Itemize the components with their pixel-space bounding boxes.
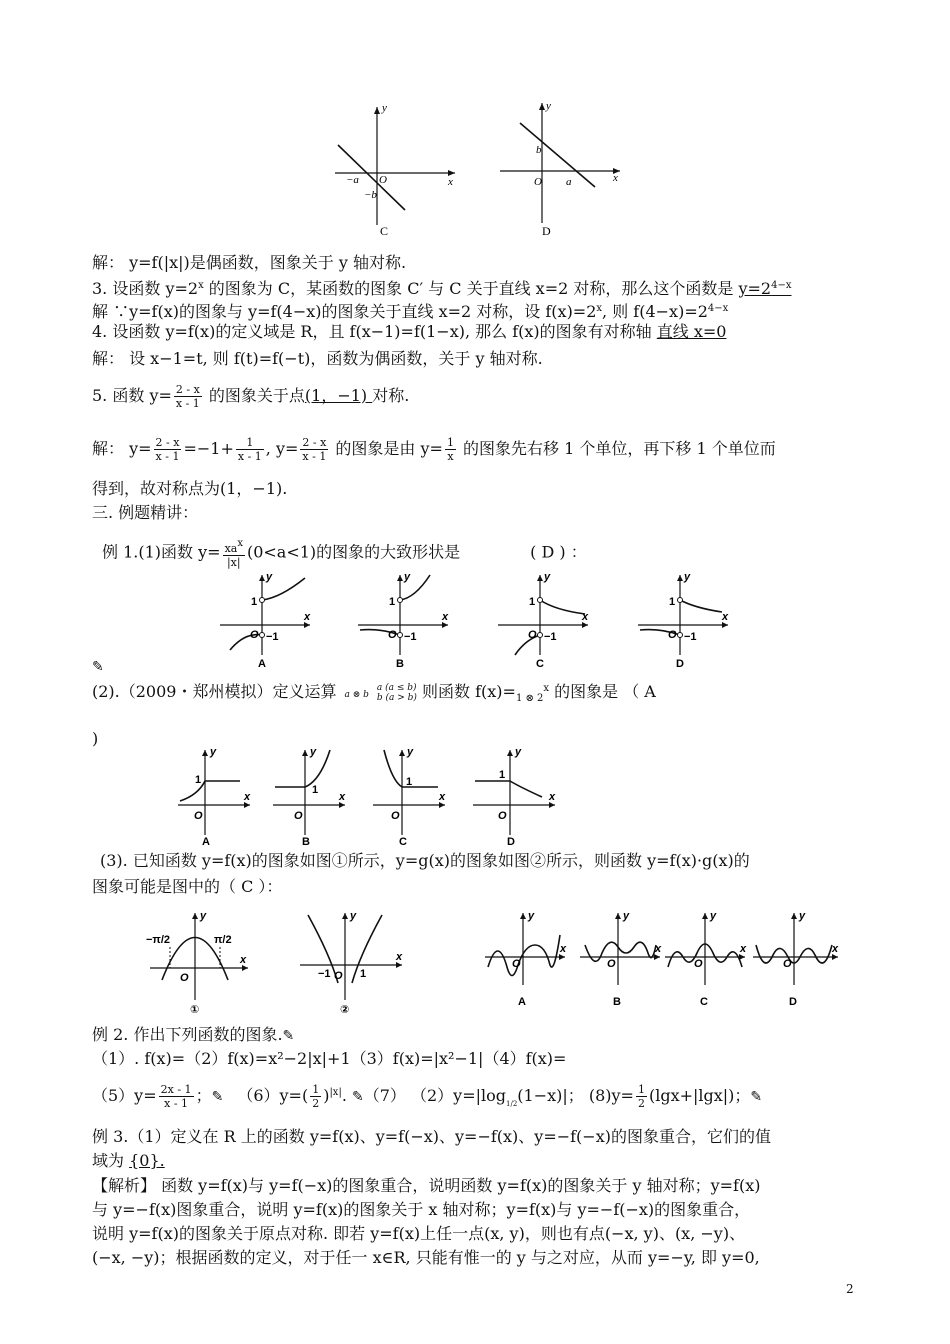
svg-text:y: y xyxy=(407,746,414,758)
svg-text:①: ① xyxy=(190,1004,200,1016)
note-mark-icon: ✎ xyxy=(750,1089,763,1105)
graph-d xyxy=(500,100,620,238)
svg-text:−1: −1 xyxy=(266,631,279,643)
svg-text:O: O xyxy=(534,176,542,188)
ex3-option-d-svg xyxy=(748,905,843,1020)
svg-text:y: y xyxy=(546,100,551,112)
svg-text:−b: −b xyxy=(364,189,377,201)
svg-text:D: D xyxy=(676,658,684,670)
svg-text:O: O xyxy=(180,972,189,984)
svg-text:A: A xyxy=(258,658,266,670)
solution-5-cont: 得到，故对称点为(1，−1). xyxy=(92,479,288,498)
svg-text:O: O xyxy=(528,629,537,641)
svg-text:x: x xyxy=(582,611,589,623)
svg-text:1: 1 xyxy=(499,769,506,781)
svg-text:1: 1 xyxy=(529,596,536,608)
svg-text:C: C xyxy=(536,658,544,670)
svg-text:A: A xyxy=(518,996,526,1008)
svg-text:x: x xyxy=(244,791,251,803)
svg-text:1: 1 xyxy=(195,774,202,786)
svg-text:π/2: π/2 xyxy=(214,934,232,946)
svg-text:y: y xyxy=(404,571,411,583)
svg-text:D: D xyxy=(789,996,797,1008)
svg-text:y: y xyxy=(310,746,317,758)
svg-text:O: O xyxy=(391,810,400,822)
svg-text:y: y xyxy=(684,571,691,583)
graph-c xyxy=(335,102,455,238)
svg-text:x: x xyxy=(448,176,453,188)
svg-text:y: y xyxy=(266,571,273,583)
svg-text:y: y xyxy=(210,746,217,758)
solution-3: 解 ∵y=f(x)的图象与 y=f(4−x)的图象关于直线 x=2 对称，设 $f(x)=2^x$, 则 $f(4-x)=2^{4-x}$ xyxy=(92,302,729,321)
svg-text:x: x xyxy=(560,943,567,955)
svg-text:B: B xyxy=(613,996,621,1008)
svg-text:y: y xyxy=(799,910,806,922)
svg-text:y: y xyxy=(623,910,630,922)
page-number: 2 xyxy=(846,1282,854,1296)
svg-text:x: x xyxy=(439,791,446,803)
svg-text:x: x xyxy=(240,954,247,966)
solution-line-1: 解： y=f(|x|)是偶函数，图象关于 y 轴对称. xyxy=(92,253,407,272)
svg-text:O: O xyxy=(388,629,397,641)
svg-text:−π/2: −π/2 xyxy=(146,934,171,946)
svg-text:C: C xyxy=(700,996,708,1008)
ex1-graph-b xyxy=(358,571,449,670)
svg-text:D: D xyxy=(507,836,515,848)
example-3-line-1: 例 3.（1）定义在 R 上的函数 y=f(x)、y=f(−x)、y=−f(x)、y=−f(−x)的图象重合，它们的值 xyxy=(92,1127,771,1146)
svg-text:x: x xyxy=(549,791,556,803)
ex2-graph-b xyxy=(273,746,346,848)
svg-text:y: y xyxy=(515,746,522,758)
ex2-graph-d xyxy=(473,746,556,848)
svg-text:1: 1 xyxy=(251,596,258,608)
example-2-items: （1）. f(x)=（2）f(x)=x²−2|x|+1（3）f(x)=|x²−1|（4）f(x)= xyxy=(92,1049,567,1068)
analysis-line-2: 与 y=−f(x)图象重合，说明 y=f(x)的图象关于 x 轴对称；y=f(x)与 y=−f(−x)的图象重合， xyxy=(92,1200,751,1219)
svg-text:C: C xyxy=(399,836,407,848)
svg-text:1: 1 xyxy=(389,596,396,608)
svg-text:O: O xyxy=(607,958,616,970)
svg-text:y: y xyxy=(528,910,535,922)
section-heading: 三. 例题精讲： xyxy=(92,503,199,522)
example-2-heading: 例 2. 作出下列函数的图象.✎ xyxy=(92,1024,294,1047)
svg-text:A: A xyxy=(202,836,210,848)
ex1-graph-d xyxy=(638,571,729,670)
svg-text:O: O xyxy=(668,629,677,641)
ex3-option-b xyxy=(580,910,662,1008)
ex2-graph-a xyxy=(178,746,251,848)
svg-text:x: x xyxy=(740,943,747,955)
svg-text:O: O xyxy=(512,958,521,970)
svg-text:1: 1 xyxy=(406,776,413,788)
graph-d-label: D xyxy=(542,224,551,238)
svg-text:−1: −1 xyxy=(684,631,697,643)
graph-c-label: C xyxy=(380,224,389,238)
svg-text:x: x xyxy=(832,943,839,955)
example-2-items-2: （5）y= $\frac{2x - 1}{x - 1}$ ；✎ （6）y=( $\frac{1}{2}$ )$^{|x|}$. ✎（7） $(2)y=|\log_{1/2}(1-x)|$； (8)y= $\frac{1}{2}$ (lgx+|lgx|)；✎ xyxy=(92,1083,763,1110)
example-1-2: (2).（2009・郑州模拟）定义运算 a ⊗ b a (a ≤ b) b (a > b) 则函数 $f(x)=_{1 \otimes 2}^x$ 的图象是 （ A xyxy=(92,682,656,704)
svg-text:y: y xyxy=(544,571,551,583)
svg-text:x: x xyxy=(613,172,618,184)
ex3-given-1 xyxy=(146,910,248,1016)
svg-text:b: b xyxy=(536,144,542,156)
analysis-line-3: 说明 y=f(x)的图象关于原点对称. 即若 y=f(x)上任一点(x, y)，则也有点(−x, y)、(x, −y)、 xyxy=(92,1224,746,1243)
note-mark-icon: ✎ xyxy=(282,1028,295,1044)
example-3-line-2: 域为 {0}. xyxy=(92,1151,165,1170)
svg-text:x: x xyxy=(339,791,346,803)
svg-text:O: O xyxy=(250,629,259,641)
note-mark-icon: ✎ xyxy=(211,1089,224,1105)
solution-5: 解： y= $\frac{2 - x}{x - 1}$ =−1+ $\frac{1}{x - 1}$ , y= $\frac{2 - x}{x - 1}$ 的图象是由 y= $\frac{1}{x}$ 的图象先右移 1 个单位，再下移 1 个单位而 xyxy=(92,436,776,463)
ex2-graph-c xyxy=(373,746,446,848)
svg-text:y: y xyxy=(350,910,357,922)
solution-4: 解： 设 x−1=t, 则 f(t)=f(−t)，函数为偶函数，关于 y 轴对称. xyxy=(92,349,543,368)
analysis-line-1: 【解析】 函数 y=f(x)与 y=f(−x)的图象重合，说明函数 y=f(x)的图象关于 y 轴对称；y=f(x) xyxy=(92,1176,761,1195)
question-4: 4. 设函数 y=f(x)的定义域是 R，且 f(x−1)=f(1−x), 那么 f(x)的图象有对称轴 直线 x=0 xyxy=(92,322,727,341)
svg-text:O: O xyxy=(294,810,303,822)
ex3-given-2 xyxy=(300,910,403,1016)
svg-text:−a: −a xyxy=(346,174,359,186)
svg-text:y: y xyxy=(710,910,717,922)
ex3-option-c xyxy=(665,910,747,1008)
svg-text:O: O xyxy=(498,810,507,822)
svg-text:O: O xyxy=(334,970,343,982)
svg-text:1: 1 xyxy=(360,968,367,980)
svg-text:②: ② xyxy=(340,1004,350,1016)
svg-text:1: 1 xyxy=(312,784,319,796)
example-1-graphs xyxy=(210,570,740,670)
question-3: 3. 设函数 $y=2^x$ 的图象为 C，某函数的图象 C′ 与 C 关于直线 x=2 对称，那么这个函数是 $y=2^{4-x}$ xyxy=(92,279,792,298)
ex3-option-a xyxy=(485,910,567,1008)
svg-text:−1: −1 xyxy=(404,631,417,643)
top-graphs xyxy=(320,95,640,245)
example-1-3-line-1: (3). 已知函数 y=f(x)的图象如图①所示，y=g(x)的图象如图②所示，则函数 y=f(x)·g(x)的 xyxy=(100,851,750,870)
example-1-2-close: ) xyxy=(92,729,99,748)
svg-text:O: O xyxy=(783,958,792,970)
note-mark-icon: ✎ xyxy=(92,659,104,675)
svg-text:x: x xyxy=(442,611,449,623)
svg-text:1: 1 xyxy=(669,596,676,608)
question-5: 5. 函数 y= $\frac{2 - x}{x - 1}$ 的图象关于点(1，−1) 对称. xyxy=(92,383,410,410)
svg-text:B: B xyxy=(302,836,310,848)
svg-text:y: y xyxy=(200,910,207,922)
svg-text:B: B xyxy=(396,658,404,670)
svg-text:a: a xyxy=(566,176,572,188)
example-1-1: 例 1.(1)函数 y= $\frac{\text{xax}}{|x|}$ (0<a<1)的图象的大致形状是 ( D ) ： xyxy=(102,538,587,569)
example-1-3-line-2: 图象可能是图中的（ C ）： xyxy=(92,877,283,896)
svg-text:−1: −1 xyxy=(544,631,557,643)
svg-text:O: O xyxy=(194,810,203,822)
note-mark-icon: ✎ xyxy=(352,1089,364,1105)
ex1-graph-c xyxy=(498,571,589,670)
analysis-line-4: (−x, −y)；根据函数的定义，对于任一 x∈R, 只能有惟一的 y 与之对应，从而 y=−y, 即 y=0, xyxy=(92,1248,760,1267)
svg-text:x: x xyxy=(396,951,403,963)
svg-text:y: y xyxy=(382,102,387,114)
svg-text:x: x xyxy=(304,611,311,623)
svg-text:x: x xyxy=(722,611,729,623)
example-3-graphs xyxy=(140,905,780,1020)
note-mark-1 xyxy=(92,655,104,678)
svg-text:x: x xyxy=(655,943,662,955)
svg-text:O: O xyxy=(379,174,387,186)
example-2-graphs xyxy=(170,745,570,850)
ex1-graph-a xyxy=(220,571,311,670)
svg-text:O: O xyxy=(694,958,703,970)
svg-text:−1: −1 xyxy=(318,968,331,980)
